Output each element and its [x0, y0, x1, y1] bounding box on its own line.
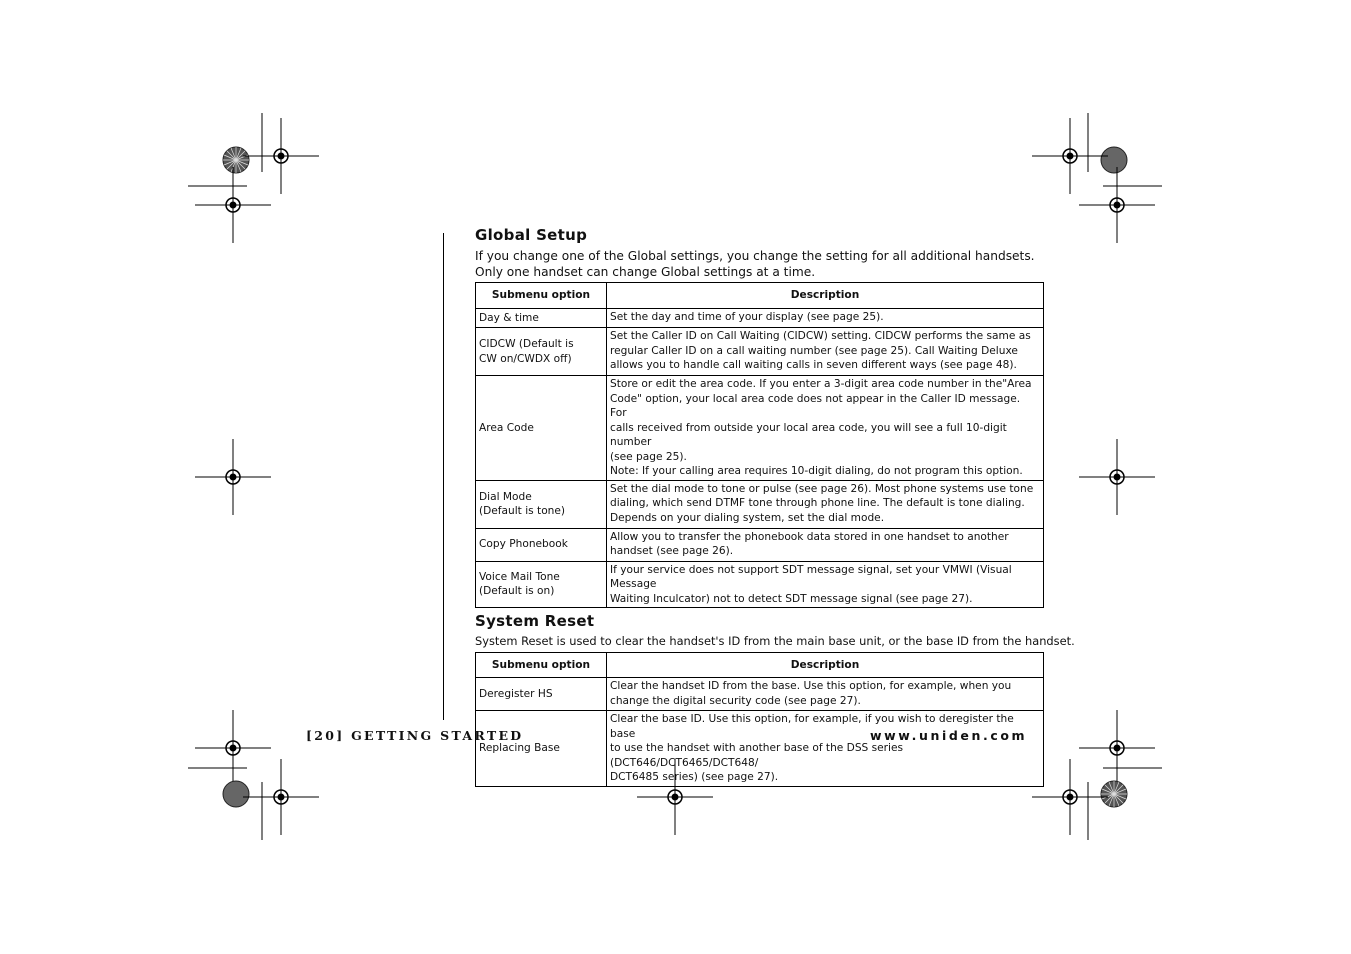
header-description: Description: [607, 283, 1044, 309]
row-option: Dial Mode (Default is tone): [476, 480, 607, 528]
table-row: [476, 309, 1044, 328]
global-setup-intro-line-1: If you change one of the Global settings, you change the setting for all additional handsets.: [475, 249, 1035, 263]
row-description: Set the dial mode to tone or pulse (see page 26). Most phone systems use tone dialing, which send DTMF tone through phone line. The default is tone dialing. Depends on your dialing system, set the dial mode.: [607, 480, 1044, 528]
global-setup-intro-line-2: Only one handset can change Global settings at a time.: [475, 265, 816, 279]
global-setup-heading: Global Setup: [475, 226, 588, 244]
header-submenu-option: Submenu option: [476, 653, 607, 678]
row-description: Set the day and time of your display (see page 25).: [607, 309, 1044, 328]
table-row: [476, 376, 1044, 481]
table-row: [476, 561, 1044, 608]
row-description: Clear the handset ID from the base. Use this option, for example, when you change the digital security code (see page 27).: [607, 678, 1044, 711]
row-description: If your service does not support SDT message signal, set your VMWI (Visual Message Waiting Inculcator) not to detect SDT message signal (see page 27).: [607, 561, 1044, 608]
table-header-row: [476, 653, 1044, 678]
page-content: [475, 226, 1075, 787]
table-row: [476, 711, 1044, 787]
footer-page-section: [20] GETTING STARTED: [306, 728, 524, 743]
system-reset-heading: System Reset: [475, 612, 595, 630]
row-option: Day & time: [476, 309, 607, 328]
row-option: Voice Mail Tone (Default is on): [476, 561, 607, 608]
footer-website: www.uniden.com: [870, 728, 1028, 743]
row-description: Clear the base ID. Use this option, for example, if you wish to deregister the base to use the handset with another base of the DSS series (DCT646/DCT6465/DCT648/ DCT6485 series) (see page 27).: [607, 711, 1044, 787]
table-row: [476, 528, 1044, 561]
margin-rule: [443, 233, 444, 720]
row-option: Deregister HS: [476, 678, 607, 711]
row-option: Copy Phonebook: [476, 528, 607, 561]
table-row: [476, 678, 1044, 711]
system-reset-table: [475, 652, 1044, 787]
global-setup-intro: [475, 248, 1044, 280]
table-row: [476, 480, 1044, 528]
row-description: Store or edit the area code. If you enter a 3-digit area code number in the"Area Code" option, your local area code does not appear in the Caller ID message. For calls received from outside your local area code, you will see a full 10-digit number (see page 25). Note: If your calling area requires 10-digit dialing, do not program this option.: [607, 376, 1044, 481]
table-row: [476, 328, 1044, 376]
table-header-row: [476, 283, 1044, 309]
system-reset-intro: System Reset is used to clear the handset's ID from the main base unit, or the base ID from the handset.: [475, 634, 1075, 648]
global-setup-table: [475, 282, 1044, 608]
row-option: Replacing Base: [476, 711, 607, 787]
header-submenu-option: Submenu option: [476, 283, 607, 309]
row-option: Area Code: [476, 376, 607, 481]
row-option: CIDCW (Default is CW on/CWDX off): [476, 328, 607, 376]
row-description: Set the Caller ID on Call Waiting (CIDCW) setting. CIDCW performs the same as regular Caller ID on a call waiting number (see page 25). Call Waiting Deluxe allows you to handle call waiting calls in seven different ways (see page 48).: [607, 328, 1044, 376]
header-description: Description: [607, 653, 1044, 678]
row-description: Allow you to transfer the phonebook data stored in one handset to another handset (see page 26).: [607, 528, 1044, 561]
